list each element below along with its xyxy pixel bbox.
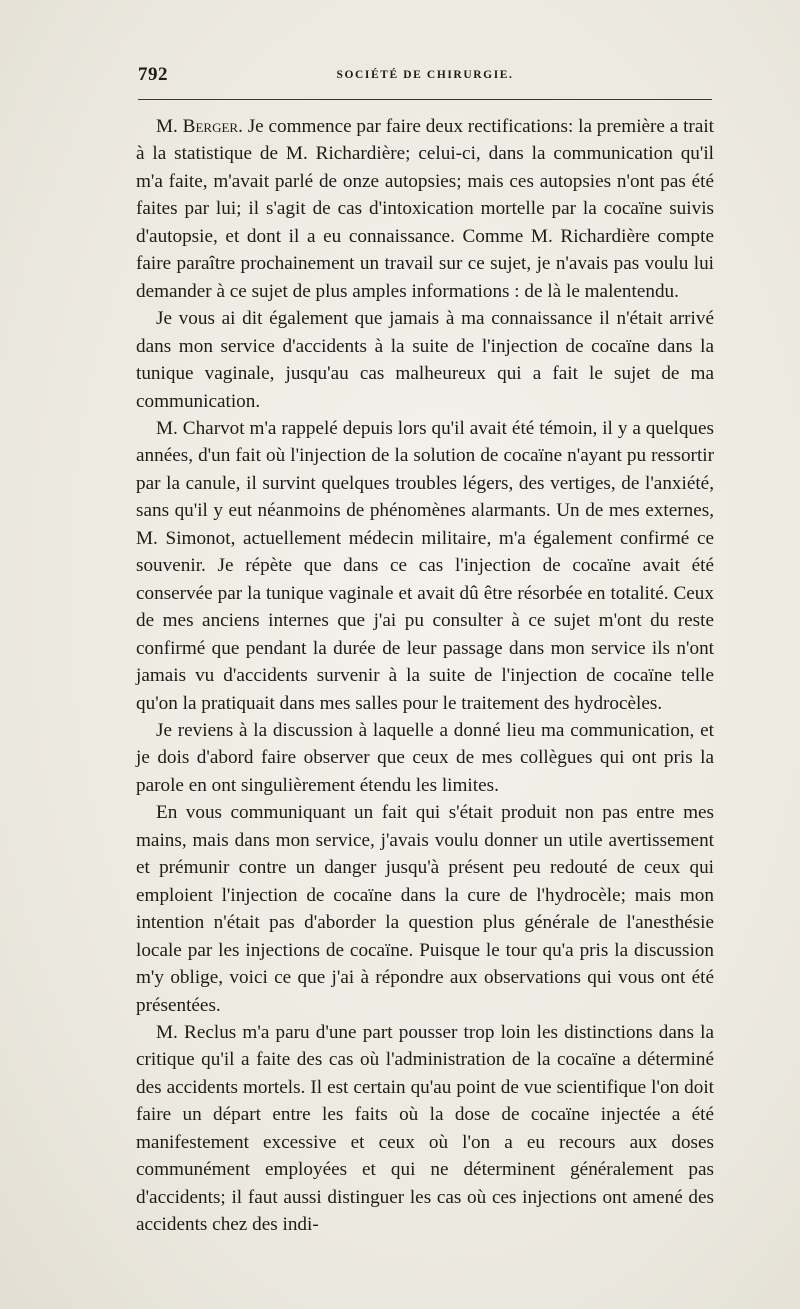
paragraph-text: Je commence par faire deux rectifications: la première a trait à la statistique de M. Richardière; celui-ci, dans la communication qu'il m'a faite, m'avait parlé de onze autopsies; mais ces autopsies n'ont pas été faites par lui; il s'agit de cas d'intoxication mortelle par la cocaïne suivis d'autopsie, et dont il a eu connaissance. Comme M. Richardière compte faire paraître prochainement un travail sur ce sujet, je n'avais pas voulu lui demander à ce sujet de plus amples informations : de là le malentendu. (136, 116, 714, 302)
speaker-name: M. Berger. (156, 116, 243, 137)
running-title: SOCIÉTÉ DE CHIRURGIE. (336, 69, 514, 81)
paragraph-5: En vous communiquant un fait qui s'était produit non pas entre mes mains, mais dans mon service, j'avais voulu donner un utile avertissement et prémunir contre un danger jusqu'à présent peu redouté de ceux qui emploient l'injection de cocaïne dans la cure de l'hydrocèle; mais mon intention n'était pas d'aborder la question plus générale de l'anesthésie locale par les injections de cocaïne. Puisque le tour qu'a pris la discussion m'y oblige, voici ce que j'ai à répondre aux observations qui vous ont été présentées. (136, 802, 714, 1016)
paragraph-4: Je reviens à la discussion à laquelle a donné lieu ma communication, et je dois d'abord faire observer que ceux de mes collègues qui ont pris la parole en ont singulièrement étendu les limites. (136, 719, 714, 796)
paragraph-2: Je vous ai dit également que jamais à ma connaissance il n'était arrivé dans mon service d'accidents à la suite de l'injection de cocaïne dans la tunique vaginale, jusqu'au cas malheureux qui a fait le sujet de ma communication. (136, 308, 714, 412)
page-header (138, 64, 712, 88)
body-text (136, 113, 714, 1239)
paragraph-3: M. Charvot m'a rappelé depuis lors qu'il avait été témoin, il y a quelques années, d'un fait où l'injection de la solution de cocaïne n'ayant pu ressortir par la canule, il survint quelques troubles légers, des vertiges, de l'anxiété, sans qu'il y eut néanmoins de phénomènes alarmants. Un de mes externes, M. Simonot, actuellement médecin militaire, m'a également confirmé ce souvenir. Je répète que dans ce cas l'injection de cocaïne avait été conservée par la tunique vaginale et avait dû être résorbée en totalité. Ceux de mes anciens internes que j'ai pu consulter à ce sujet m'ont du reste confirmé que pendant la durée de leur passage dans mon service ils n'ont jamais vu d'accidents survenir à la suite de l'injection de cocaïne telle qu'on la pratiquait dans mes salles pour le traitement des hydrocèles. (136, 417, 714, 714)
page-number: 792 (138, 64, 168, 85)
paragraph-1 (136, 113, 714, 305)
header-rule (138, 99, 712, 100)
paragraph-6: M. Reclus m'a paru d'une part pousser trop loin les distinctions dans la critique qu'il a faite des cas où l'administration de la cocaïne a déterminé des accidents mortels. Il est certain qu'au point de vue scientifique l'on doit faire un départ entre les faits où la dose de cocaïne injectée a été manifestement excessive et ceux où l'on a eu recours aux doses communément employées et qui ne déterminent généralement pas d'accidents; il faut aussi distinguer les cas où ces injections ont amené des accidents chez des indi- (136, 1021, 714, 1236)
